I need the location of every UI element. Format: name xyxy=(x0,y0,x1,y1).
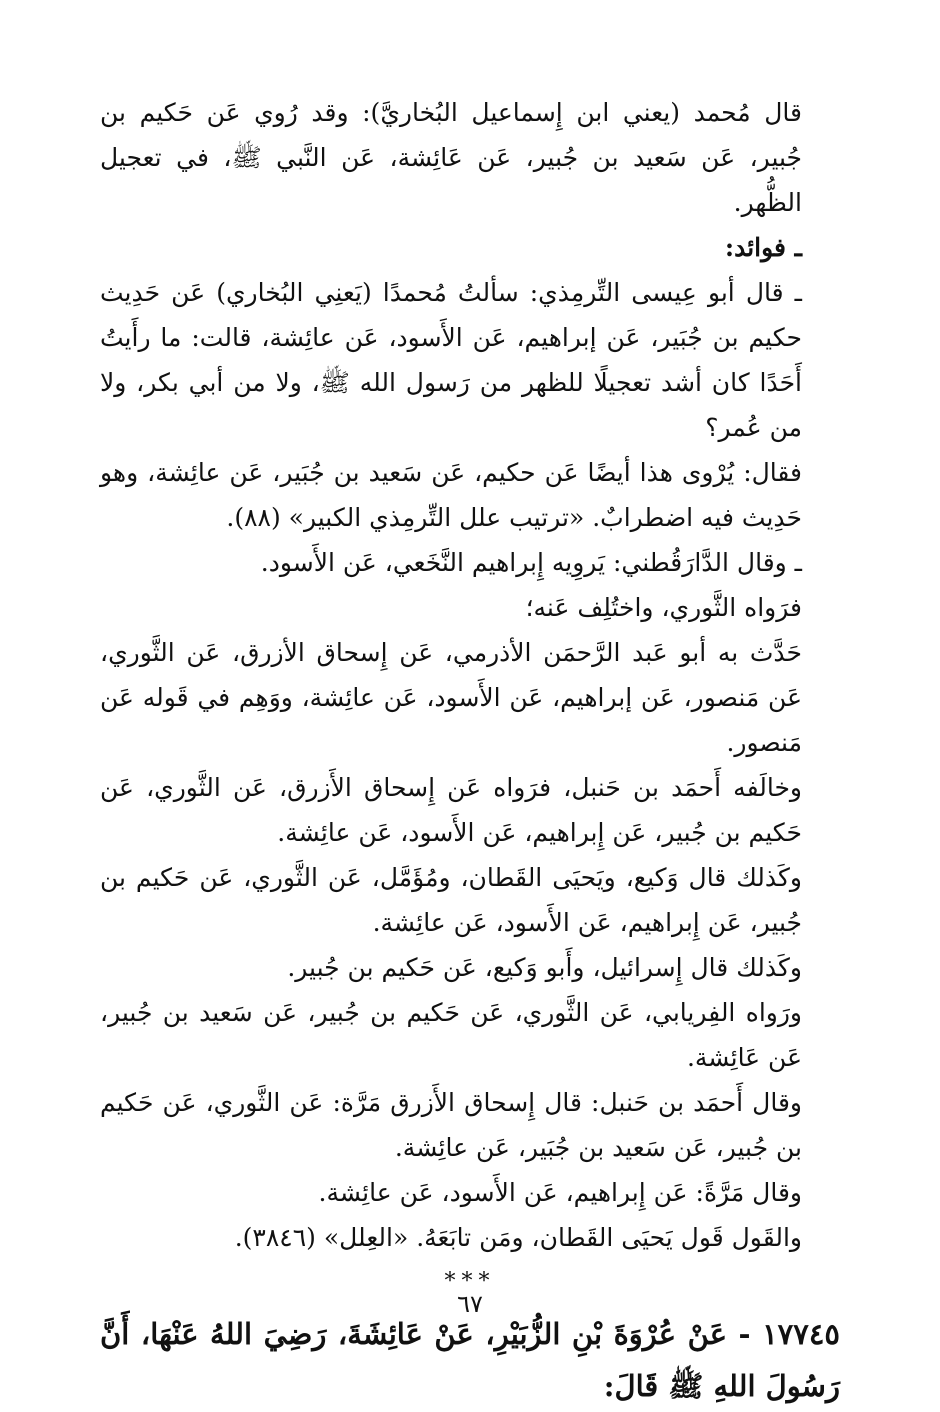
paragraph: وكَذلك قال إِسرائيل، وأَبو وَكيع، عَن حَكيم بن جُبير. xyxy=(287,953,802,982)
section-heading: ـ فوائد: xyxy=(724,233,802,262)
paragraph: وكَذلك قال وَكيع، ويَحيَى القَطان، ومُؤَمَّل، عَن الثَّوري، عَن حَكيم بن جُبير، عَن إِبراهيم، عَن الأَسود، عَن عائِشة. xyxy=(100,863,802,937)
paragraph: حَدَّث به أبو عَبد الرَّحمَن الأذرمي، عَن إِسحاق الأزرق، عَن الثَّوري، عَن مَنصور، عَن إبراهيم، عَن الأَسود، عَن عائِشة، ووَهِم في قَوله عَن مَنصور. xyxy=(100,638,802,757)
paragraph: ـ وقال الدَّارَقُطني: يَروِيه إِبراهيم النَّخَعي، عَن الأَسود. xyxy=(260,548,802,577)
hadith-number: ١٧٧٤٥ xyxy=(762,1317,840,1351)
paragraph: قال مُحمد (يعني ابن إِسماعيل البُخاريَّ): وقد رُوي عَن حَكيم بن جُبير، عَن سَعيد بن جُبير، عَن عَائِشة، عَن النَّبي ﷺ، في تعجيل الظُّهر. xyxy=(100,98,802,217)
paragraph: ـ قال أبو عِيسى التِّرمِذي: سألتُ مُحمدًا (يَعنِي البُخاري) عَن حَدِيث حكيم بن جُبَير، عَن إبراهيم، عَن الأَسود، عَن عائِشة، قالت: ما رأَيتُ أَحَدًا كان أشد تعجيلًا للظهر من رَسول الله ﷺ، ولا من أبي بكر، ولا من عُمر؟ xyxy=(100,278,802,442)
paragraph: والقَول قَول يَحيَى القَطان، ومَن تابَعَهُ. «العِلل» (٣٨٤٦). xyxy=(234,1223,802,1252)
paragraph: فرَواه الثَّوري، واختُلِف عَنه؛ xyxy=(525,593,802,622)
body-text xyxy=(100,90,840,1412)
paragraph: وقال مَرَّةً: عَن إِبراهيم، عَن الأَسود، عَن عائِشة. xyxy=(318,1178,802,1207)
paragraph: وخالَفه أَحمَد بن حَنبل، فرَواه عَن إِسحاق الأَزرق، عَن الثَّوري، عَن حَكيم بن جُبير، عَن إِبراهيم، عَن الأَسود، عَن عائِشة. xyxy=(100,773,802,847)
paragraph: وقال أَحمَد بن حَنبل: قال إِسحاق الأَزرق مَرَّة: عَن الثَّوري، عَن حَكيم بن جُبير، عَن سَعيد بن جُبَير، عَن عائِشة. xyxy=(100,1088,802,1162)
paragraph: ورَواه الفِريابي، عَن الثَّوري، عَن حَكيم بن جُبير، عَن سَعيد بن جُبير، عَن عَائِشة. xyxy=(100,998,802,1072)
paragraph: فقال: يُرْوى هذا أيضًا عَن حكيم، عَن سَعيد بن جُبَير، عَن عائِشة، وهو حَدِيث فيه اضطرابٌ. «ترتيب علل التِّرمِذي الكبير» (٨٨). xyxy=(100,458,802,532)
section-separator: *** xyxy=(444,1269,496,1294)
page-number: ٦٧ xyxy=(457,1290,483,1318)
hadith-text: - عَنْ عُرْوَةَ بْنِ الزُّبَيْرِ، عَنْ عَائِشَةَ، رَضِيَ اللهُ عَنْهَا، أَنَّ رَسُولَ اللهِ ﷺ قَالَ: xyxy=(100,1317,840,1403)
hadith-entry xyxy=(100,1308,840,1412)
